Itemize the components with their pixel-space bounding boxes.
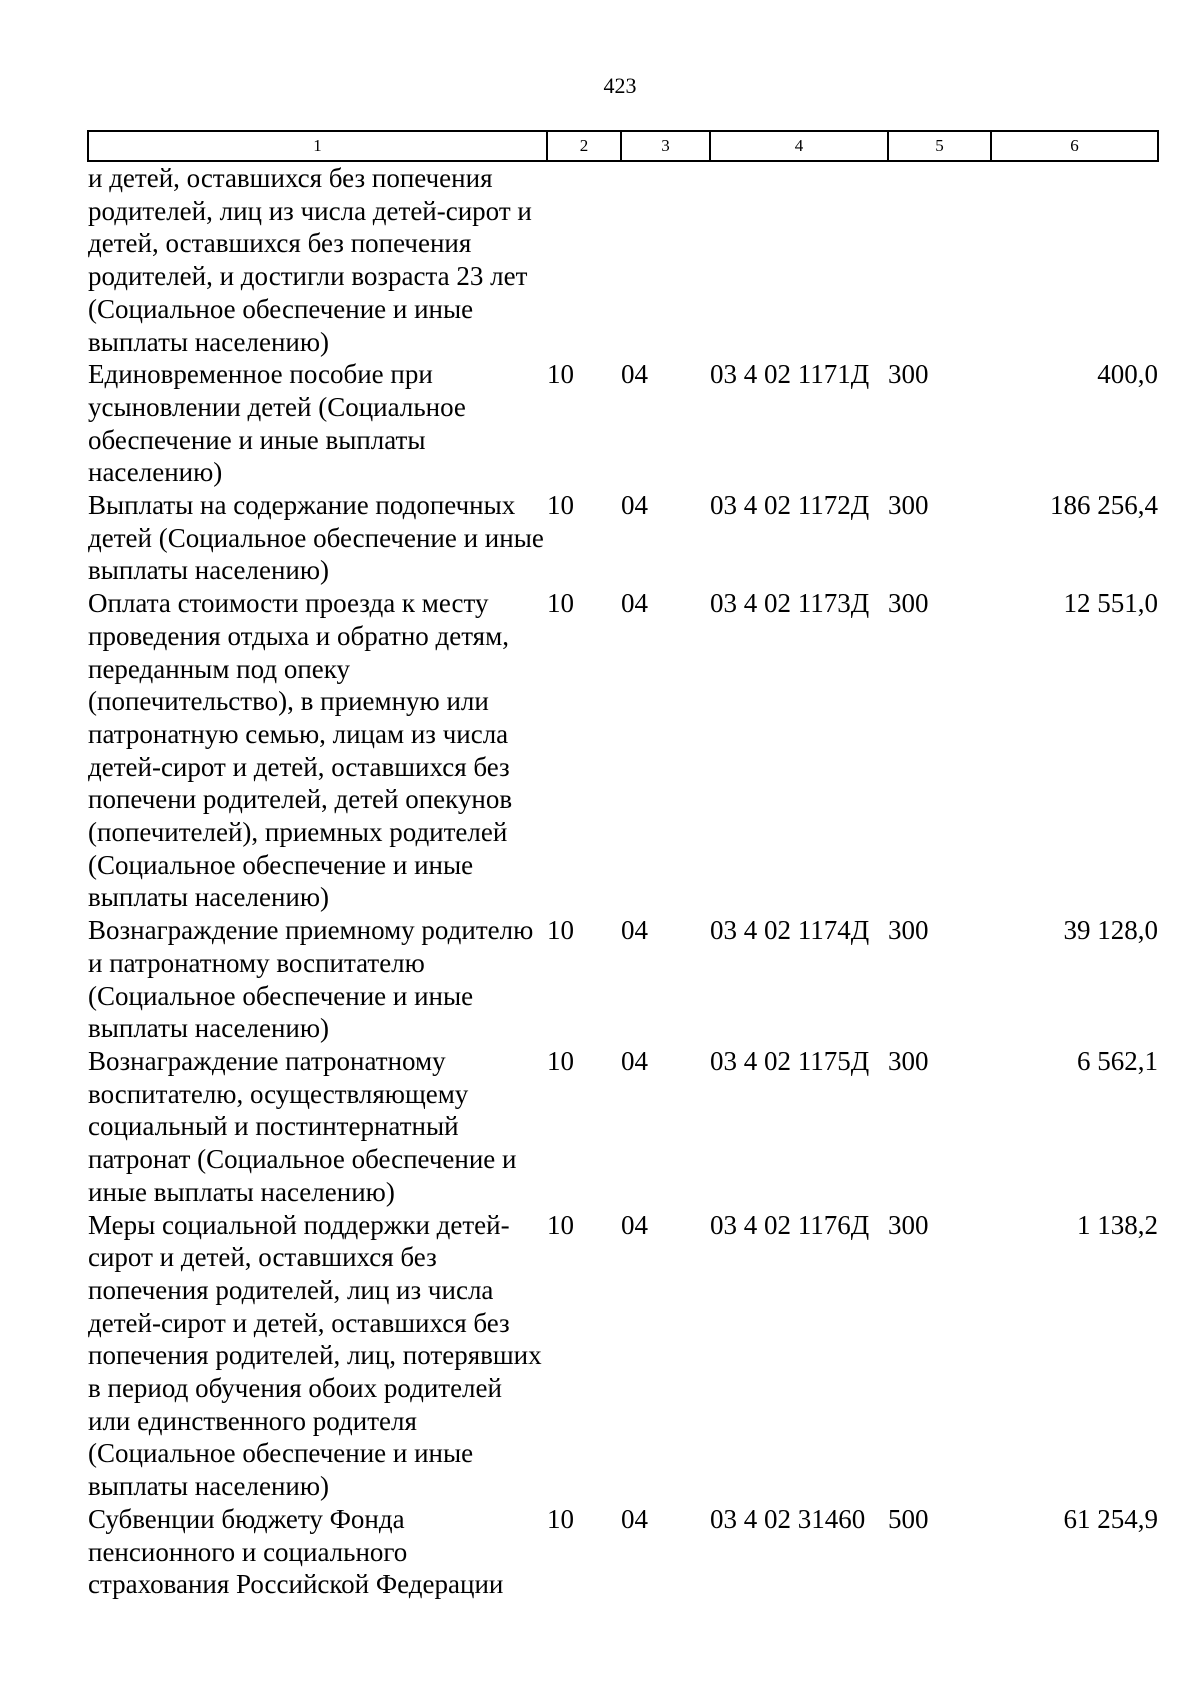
row-section: 10 bbox=[547, 1045, 574, 1076]
row-amount: 61 254,9 bbox=[1063, 1503, 1158, 1534]
row-target-article: 03 4 02 1172Д bbox=[710, 490, 870, 521]
row-name: Вознаграждение приемному родителю и патронатному воспитателю (Социальное обеспечение и иные выплаты населению) bbox=[88, 915, 534, 1044]
row-target-article: 03 4 02 31460 bbox=[710, 1503, 866, 1534]
row-name: Единовременное пособие при усыновлении детей (Социальное обеспечение и иные выплаты населению) bbox=[88, 359, 466, 488]
row-amount: 1 138,2 bbox=[1077, 1209, 1158, 1240]
row-expense-type: 300 bbox=[888, 588, 929, 619]
row-subsection: 04 bbox=[621, 490, 648, 521]
row-section: 10 bbox=[547, 359, 574, 390]
row-target-article: 03 4 02 1173Д bbox=[710, 588, 870, 619]
row-section: 10 bbox=[547, 1503, 574, 1534]
row-section: 10 bbox=[547, 490, 574, 521]
row-name: Оплата стоимости проезда к месту проведения отдыха и обратно детям, переданным под опеку (попечительство), в приемную или патронатную семью, лицам из числа детей-сирот и детей, оставшихся без попечени родителей, детей опекунов (попечителей), приемных родителей (Социальное обеспечение и иные выплаты населению) bbox=[88, 588, 513, 913]
table-row bbox=[88, 358, 1158, 489]
table-row bbox=[88, 1209, 1158, 1503]
page-number: 423 bbox=[603, 73, 637, 98]
table-row bbox=[88, 587, 1158, 914]
row-name: и детей, оставшихся без попечения родителей, лиц из числа детей-сирот и детей, оставшихся без попечения родителей, и достигли возраста 23 лет (Социальное обеспечение и иные выплаты населению) bbox=[88, 163, 532, 357]
row-target-article bbox=[710, 161, 888, 358]
row-expense-type bbox=[888, 161, 991, 358]
column-header-1: 1 bbox=[88, 131, 547, 161]
row-name: Меры социальной поддержки детей-сирот и детей, оставшихся без попечения родителей, лиц из числа детей-сирот и детей, оставшихся без попечения родителей, лиц, потерявших в период обучения обоих родителей или единственного родителя (Социальное обеспечение и иные выплаты населению) bbox=[88, 1209, 542, 1502]
row-expense-type: 300 bbox=[888, 490, 929, 521]
table-row bbox=[88, 489, 1158, 587]
row-amount: 186 256,4 bbox=[1050, 490, 1158, 521]
row-section: 10 bbox=[547, 1209, 574, 1240]
row-amount: 39 128,0 bbox=[1063, 915, 1158, 946]
row-amount: 400,0 bbox=[1097, 359, 1158, 390]
table-row bbox=[88, 914, 1158, 1045]
row-subsection: 04 bbox=[621, 915, 648, 946]
table-header bbox=[88, 131, 1158, 161]
row-target-article: 03 4 02 1174Д bbox=[710, 915, 870, 946]
row-subsection: 04 bbox=[621, 1503, 648, 1534]
row-subsection: 04 bbox=[621, 1045, 648, 1076]
column-header-5: 5 bbox=[888, 131, 991, 161]
row-name: Выплаты на содержание подопечных детей (Социальное обеспечение и иные выплаты населению) bbox=[88, 490, 544, 586]
row-name: Вознаграждение патронатному воспитателю, осуществляющему социальный и постинтернатный патронат (Социальное обеспечение и иные выплаты населению) bbox=[88, 1045, 517, 1207]
column-header-2: 2 bbox=[547, 131, 621, 161]
row-subsection bbox=[621, 161, 710, 358]
row-section bbox=[547, 161, 621, 358]
row-expense-type: 300 bbox=[888, 1045, 929, 1076]
row-expense-type: 500 bbox=[888, 1503, 929, 1534]
row-target-article: 03 4 02 1171Д bbox=[710, 359, 870, 390]
table-body bbox=[88, 161, 1158, 1601]
row-amount: 12 551,0 bbox=[1063, 588, 1158, 619]
row-name: Субвенции бюджету Фонда пенсионного и социального страхования Российской Федерации bbox=[88, 1503, 504, 1600]
row-expense-type: 300 bbox=[888, 915, 929, 946]
table-row bbox=[88, 1045, 1158, 1209]
row-subsection: 04 bbox=[621, 588, 648, 619]
column-header-3: 3 bbox=[621, 131, 710, 161]
row-expense-type: 300 bbox=[888, 359, 929, 390]
row-section: 10 bbox=[547, 588, 574, 619]
column-header-6: 6 bbox=[991, 131, 1158, 161]
column-header-4: 4 bbox=[710, 131, 888, 161]
row-target-article: 03 4 02 1176Д bbox=[710, 1209, 870, 1240]
row-amount: 6 562,1 bbox=[1077, 1045, 1158, 1076]
header-row bbox=[88, 131, 1158, 161]
budget-table bbox=[87, 130, 1159, 1601]
row-expense-type: 300 bbox=[888, 1209, 929, 1240]
row-section: 10 bbox=[547, 915, 574, 946]
table-row bbox=[88, 161, 1158, 358]
row-target-article: 03 4 02 1175Д bbox=[710, 1045, 870, 1076]
row-subsection: 04 bbox=[621, 1209, 648, 1240]
table-row bbox=[88, 1503, 1158, 1601]
row-subsection: 04 bbox=[621, 359, 648, 390]
row-amount bbox=[991, 161, 1158, 358]
